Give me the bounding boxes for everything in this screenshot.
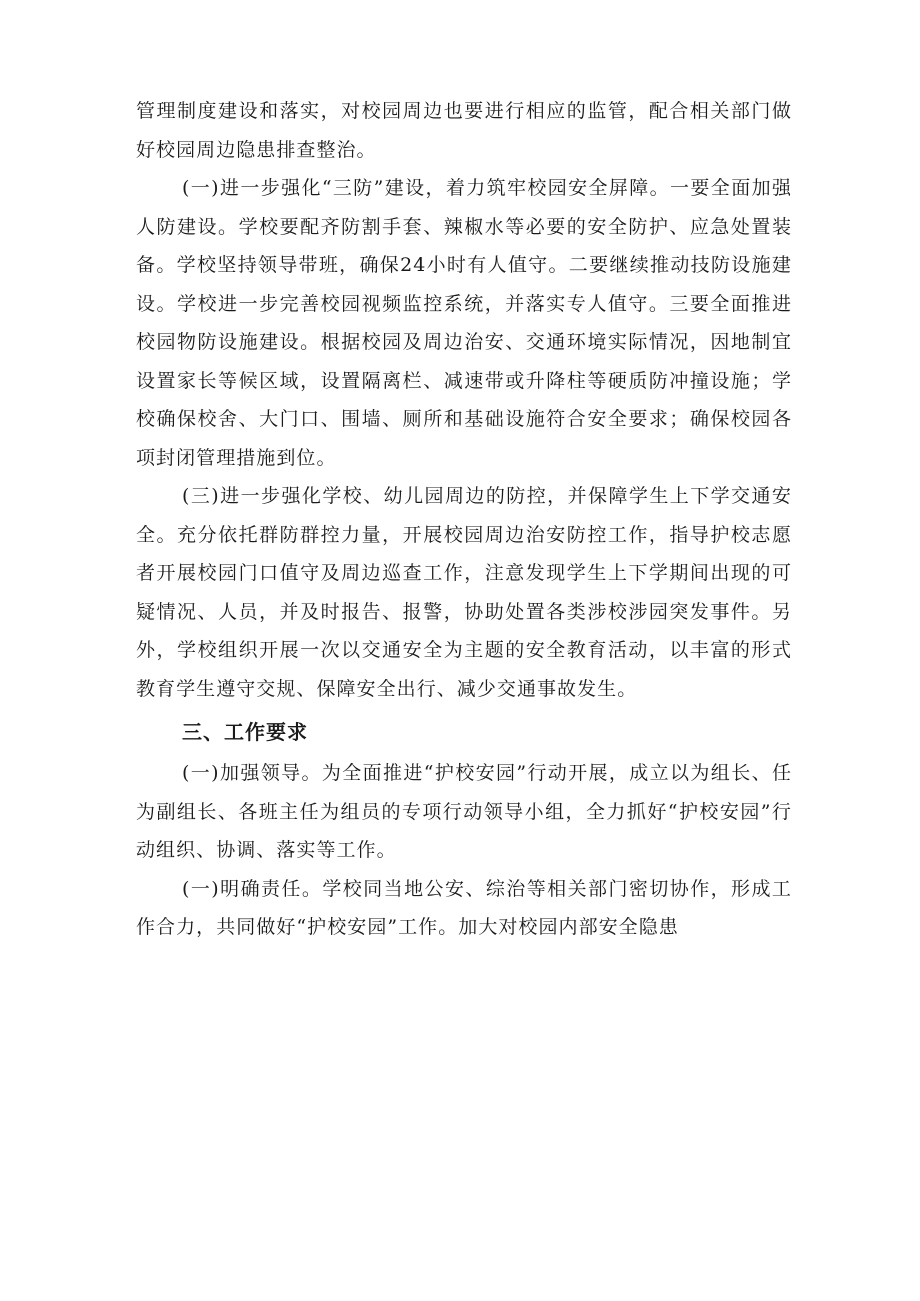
paragraph-surroundings-control: (三)进一步强化学校、幼儿园周边的防控，并保障学生上下学交通安全。充分依托群防群控力量，开展校园周边治安防控工作，指导护校志愿者开展校园门口值守及周边巡查工作，注意发现学生上下学期间出现的可疑情况、人员，并及时报告、报警，协助处置各类涉校涉园突发事件。另外，学校组织开展一次以交通安全为主题的安全教育活动，以丰富的形式教育学生遵守交规、保障安全出行、减少交通事故发生。	[136, 485, 792, 700]
document-page	[136, 92, 792, 947]
paragraph-clarify-responsibility: (一)明确责任。学校同当地公安、综治等相关部门密切协作，形成工作合力，共同做好“护校安园”工作。加大对校园内部安全隐患	[136, 877, 792, 938]
paragraph-strengthen-leadership: (一)加强领导。为全面推进“护校安园”行动开展，成立以为组长、任为副组长、各班主任为组员的专项行动领导小组，全力抓好“护校安园”行动组织、协调、落实等工作。	[136, 762, 792, 861]
paragraph-continuation: 管理制度建设和落实，对校园周边也要进行相应的监管，配合相关部门做好校园周边隐患排查整治。	[136, 100, 792, 161]
paragraph-three-defenses: (一)进一步强化“三防”建设，着力筑牢校园安全屏障。一要全面加强人防建设。学校要配齐防割手套、辣椒水等必要的安全防护、应急处置装备。学校坚持领导带班，确保24小时有人值守。二要继续推动技防设施建设。学校进一步完善校园视频监控系统，并落实专人值守。三要全面推进校园物防设施建设。根据校园及周边治安、交通环境实际情况，因地制宜设置家长等候区域，设置隔离栏、减速带或升降柱等硬质防冲撞设施；学校确保校舍、大门口、围墙、厕所和基础设施符合安全要求；确保校园各项封闭管理措施到位。	[136, 177, 792, 469]
section-heading-work-requirements: 三、工作要求	[182, 720, 308, 744]
